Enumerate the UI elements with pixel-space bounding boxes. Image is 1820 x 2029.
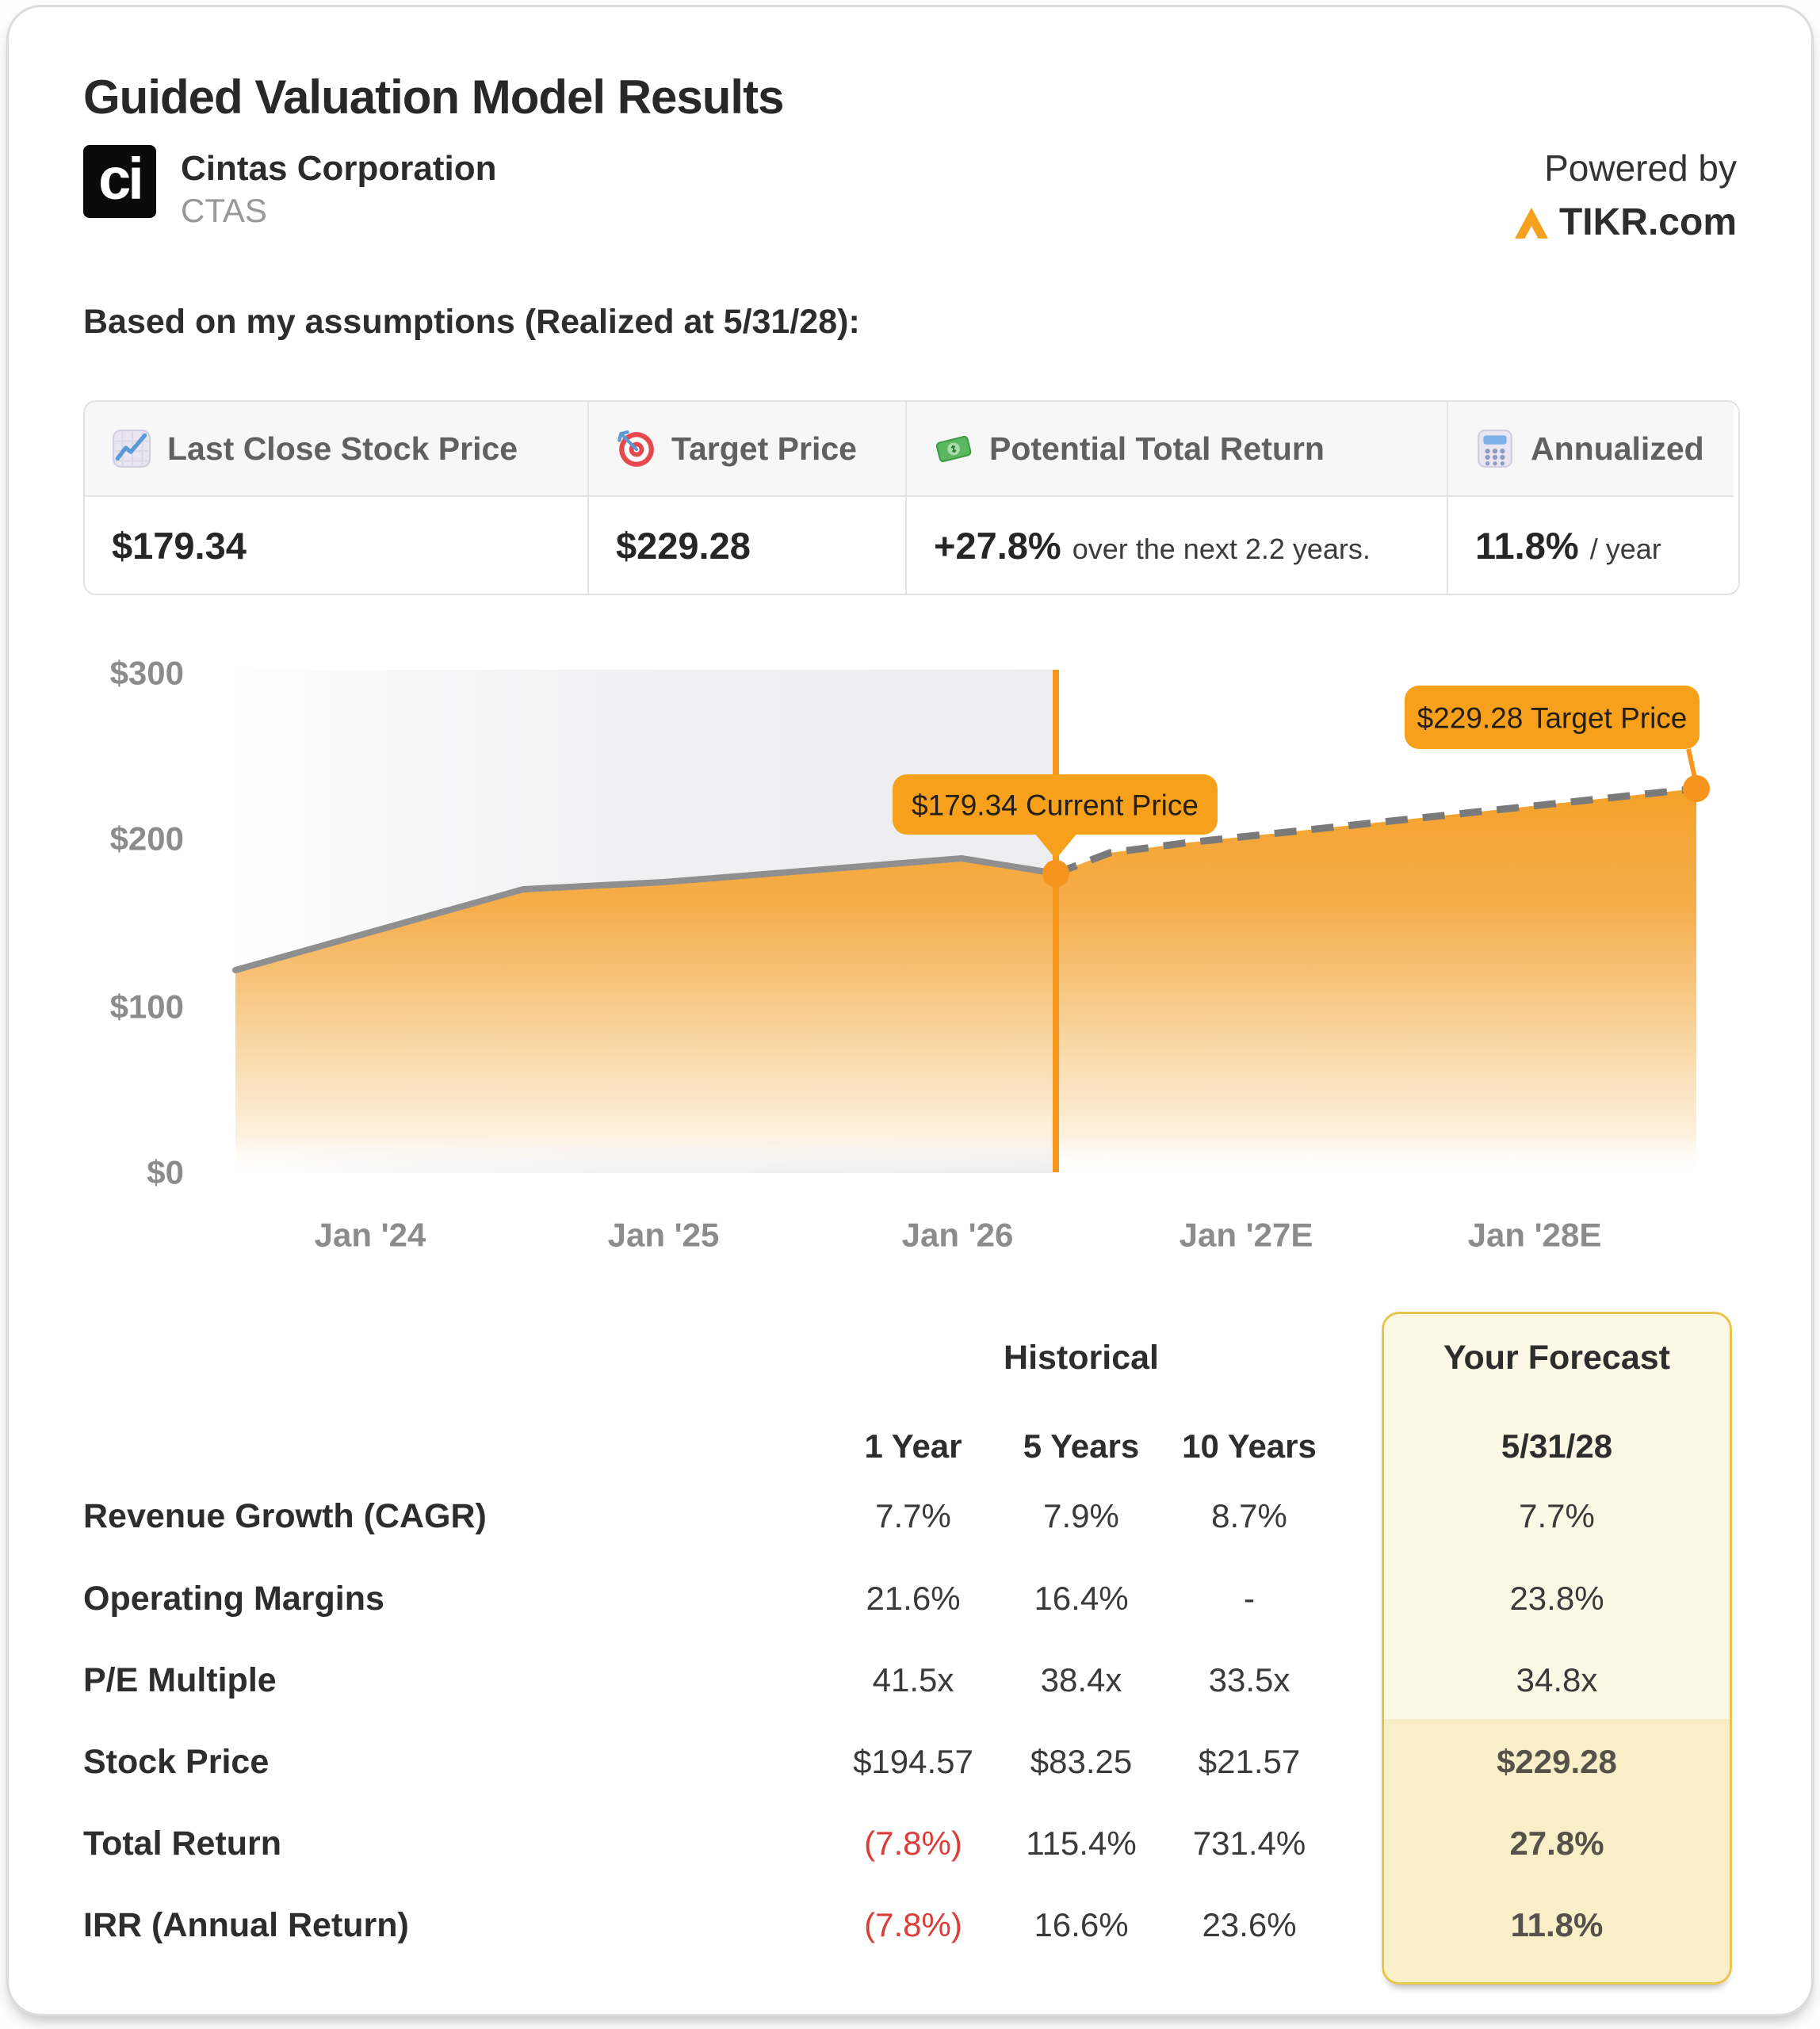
row-label: Operating Margins (83, 1580, 384, 1618)
historical-value-cell: - (1244, 1580, 1255, 1617)
total-return-value: +27.8% (934, 525, 1061, 567)
y-tick-200: $200 (109, 820, 184, 858)
stat-label: Target Price (671, 430, 857, 467)
historical-value-cell: 16.6% (1034, 1906, 1129, 1943)
total-return-horizon: over the next 2.2 years. (1072, 533, 1371, 565)
annualized-suffix: / year (1589, 533, 1661, 565)
historical-value-cell: 41.5x (872, 1661, 954, 1698)
powered-by-brand[interactable]: TIKR.com (1558, 201, 1737, 243)
row-label: P/E Multiple (83, 1661, 277, 1699)
historical-value-cell: 7.9% (1043, 1497, 1119, 1534)
y-tick-0: $0 (147, 1153, 184, 1191)
stat-header-annualized (1448, 402, 1734, 497)
target-price-dot (1683, 775, 1710, 802)
historical-value-cell: 38.4x (1040, 1661, 1122, 1698)
target-price-callout-label: $229.28 Target Price (1417, 701, 1688, 735)
row-label: IRR (Annual Return) (83, 1906, 409, 1944)
forecast-value-cell: 7.7% (1519, 1497, 1595, 1534)
row-label: Stock Price (83, 1743, 270, 1781)
y-tick-100: $100 (109, 988, 184, 1026)
assumptions-heading: Based on my assumptions (Realized at 5/31/28): (83, 303, 860, 341)
forecast-value-cell: 11.8% (1510, 1906, 1604, 1943)
table-row (83, 1819, 1737, 1868)
stat-value-last-close (85, 497, 589, 594)
historical-value-cell: (7.8%) (864, 1825, 962, 1862)
stat-label: Potential Total Return (989, 430, 1325, 467)
company-ticker: CTAS (181, 192, 267, 229)
stat-value-annualized (1448, 497, 1734, 594)
row-label: Total Return (83, 1825, 282, 1863)
x-tick-jan28e: Jan '28E (1467, 1216, 1602, 1254)
stat-value-total-return (907, 497, 1448, 594)
historical-value-cell: 8.7% (1211, 1497, 1287, 1534)
forecast-value-cell: 34.8x (1516, 1661, 1598, 1698)
table-row (83, 1901, 1737, 1950)
historical-value-cell: 23.6% (1202, 1906, 1297, 1943)
y-tick-300: $300 (109, 654, 184, 692)
forecast-value-cell: 23.8% (1509, 1580, 1604, 1617)
calculator-icon (1475, 429, 1515, 468)
historical-value-cell: 731.4% (1192, 1825, 1306, 1862)
col-header-forecast-date: 5/31/28 (1501, 1427, 1613, 1465)
annualized-value: 11.8% (1475, 525, 1579, 567)
row-label: Revenue Growth (CAGR) (83, 1497, 487, 1535)
historical-value-cell: 7.7% (875, 1497, 951, 1534)
stat-header-target-price (589, 402, 907, 497)
historical-group-header: Historical (1004, 1339, 1159, 1377)
forecast-value-cell: $229.28 (1497, 1743, 1617, 1780)
current-price-callout-label: $179.34 Current Price (912, 789, 1199, 822)
stat-label: Annualized (1531, 430, 1704, 467)
x-tick-jan25: Jan '25 (607, 1216, 720, 1254)
target-icon (616, 429, 656, 468)
stat-header-total-return (907, 402, 1448, 497)
forecast-group-header: Your Forecast (1443, 1339, 1670, 1377)
price-forecast-chart (0, 634, 1820, 1284)
table-row (83, 1492, 1737, 1541)
tikr-logo-icon (1513, 205, 1550, 240)
historical-value-cell: $21.57 (1198, 1743, 1301, 1780)
stat-header-last-close (85, 402, 589, 497)
summary-stats-table (83, 400, 1740, 595)
historical-value-cell: (7.8%) (864, 1906, 962, 1943)
col-header-10-years: 10 Years (1182, 1427, 1317, 1465)
table-row (83, 1574, 1737, 1623)
historical-value-cell: 21.6% (866, 1580, 961, 1617)
historical-value-cell: 115.4% (1026, 1825, 1137, 1862)
col-header-1-year: 1 Year (864, 1427, 962, 1465)
stat-value-target-price (589, 497, 907, 594)
powered-by-label: Powered by (1544, 147, 1737, 189)
company-name: Cintas Corporation (181, 149, 497, 188)
chart-increasing-icon (112, 429, 151, 468)
table-row (83, 1656, 1737, 1705)
historical-value-cell: 33.5x (1208, 1661, 1290, 1698)
company-logo: ci (83, 145, 156, 218)
x-tick-jan27e: Jan '27E (1179, 1216, 1313, 1254)
historical-value-cell: $194.57 (853, 1743, 973, 1780)
stat-label: Last Close Stock Price (167, 430, 518, 467)
historical-value-cell: $83.25 (1030, 1743, 1133, 1780)
table-row (83, 1737, 1737, 1786)
powered-by-block (1513, 147, 1737, 244)
x-tick-jan24: Jan '24 (314, 1216, 426, 1254)
page-title: Guided Valuation Model Results (83, 71, 784, 124)
x-tick-jan26: Jan '26 (901, 1216, 1014, 1254)
current-price-dot (1042, 860, 1069, 887)
money-icon (934, 429, 973, 468)
last-close-value: $179.34 (112, 525, 247, 567)
historical-value-cell: 16.4% (1034, 1580, 1129, 1617)
metrics-table (83, 1312, 1737, 1987)
forecast-value-cell: 27.8% (1509, 1825, 1604, 1862)
target-price-value: $229.28 (616, 525, 751, 567)
col-header-5-years: 5 Years (1023, 1427, 1140, 1465)
